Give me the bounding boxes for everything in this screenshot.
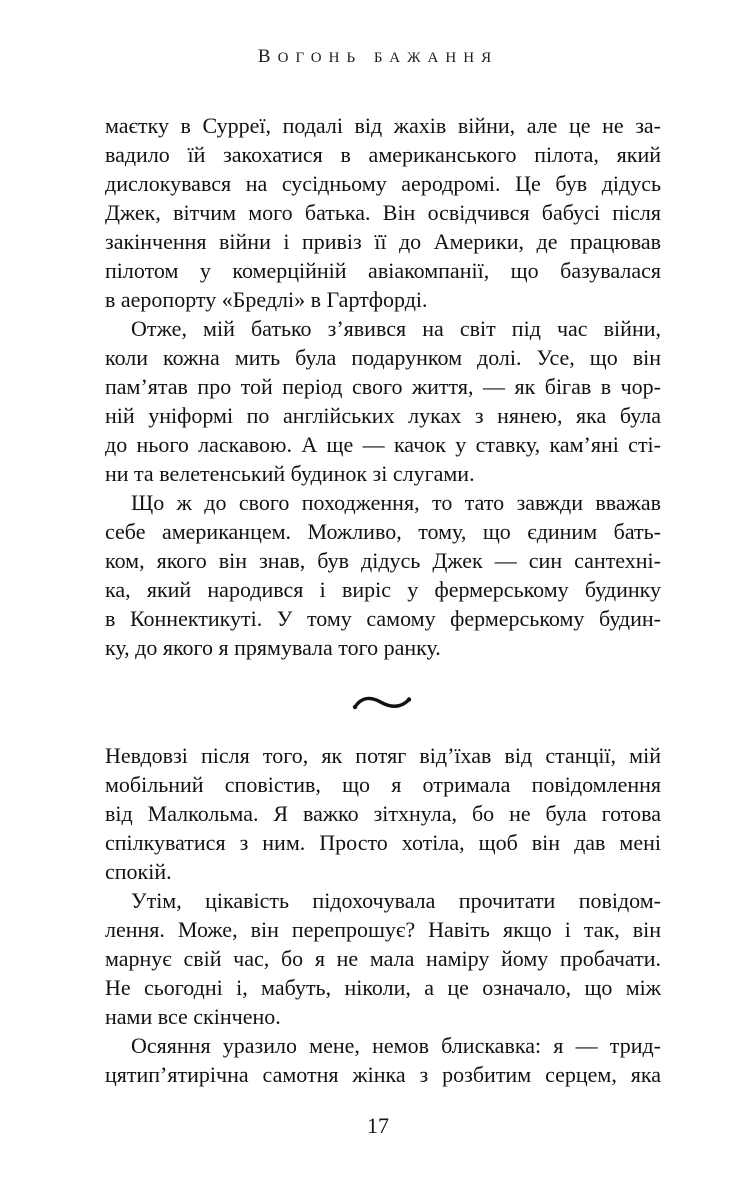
- text-line: коли кожна мить була подарунком долі. Усе, що він: [105, 345, 661, 370]
- text-line: спокій.: [105, 859, 172, 884]
- text-line: ком, якого він знав, був дідусь Джек — син сантехні-: [105, 548, 661, 573]
- paragraph: [105, 314, 661, 488]
- text-line: Осяяння уразило мене, немов блискавка: я — трид-: [131, 1033, 661, 1058]
- text-line: до нього ласкавою. А ще — качок у ставку, кам’яні сті-: [105, 432, 661, 457]
- paragraph: [105, 488, 661, 662]
- text-line: ка, який народився і виріс у фермерському будинку: [105, 577, 661, 602]
- paragraph: [105, 741, 661, 886]
- paragraph: [105, 1031, 661, 1089]
- text-block-1: [105, 111, 661, 662]
- text-line: в аеропорту «Бредлі» в Гартфорді.: [105, 287, 428, 312]
- text-line: Що ж до свого походження, то тато завжди вважав: [131, 490, 661, 515]
- text-line: Отже, мій батько з’явився на світ під час війни,: [131, 316, 661, 341]
- text-line: марнує свій час, бо я не мала наміру йому пробачати.: [105, 946, 661, 971]
- text-line: пілотом у комерційній авіакомпанії, що базувалася: [105, 258, 661, 283]
- text-line: себе американцем. Можливо, тому, що єдиним бать-: [105, 519, 661, 544]
- text-line: від Малкольма. Я важко зітхнула, бо не була готова: [105, 801, 661, 826]
- paragraph: [105, 886, 661, 1031]
- text-line: Не сьогодні і, мабуть, ніколи, а це означало, що між: [105, 975, 661, 1000]
- text-line: маєтку в Сурреї, подалі від жахів війни, але це не за-: [105, 113, 661, 138]
- text-line: закінчення війни і привіз її до Америки, де працював: [105, 229, 661, 254]
- text-line: вадило їй закохатися в американського пілота, який: [105, 142, 661, 167]
- body-text: [105, 111, 661, 1089]
- page-number: 17: [367, 1113, 389, 1138]
- text-line: пам’ятав про той період свого життя, — як бігав в чор-: [105, 374, 661, 399]
- running-header: ВОГОНЬ БАЖАННЯ: [257, 46, 499, 67]
- text-line: нами все скінчено.: [105, 1004, 281, 1029]
- text-line: Утім, цікавість підохочувала прочитати повідом-: [131, 888, 661, 913]
- text-line: мобільний сповістив, що я отримала повідомлення: [105, 772, 661, 797]
- text-line: цятип’ятирічна самотня жінка з розбитим серцем, яка: [105, 1062, 661, 1087]
- text-line: в Коннектикуті. У тому самому фермерському будин-: [105, 606, 661, 631]
- paragraph: [105, 111, 661, 314]
- text-line: дислокувався на сусідньому аеродромі. Це був дідусь: [105, 171, 661, 196]
- section-divider: [105, 662, 661, 741]
- text-block-2: [105, 741, 661, 1089]
- text-line: ній уніформі по англійських луках з нянею, яка була: [105, 403, 661, 428]
- text-line: Невдовзі після того, як потяг від’їхав від станції, мій: [105, 743, 661, 768]
- text-line: ни та велетенський будинок зі слугами.: [105, 461, 475, 486]
- text-line: спілкуватися з ним. Просто хотіла, щоб він дав мені: [105, 830, 661, 855]
- text-line: Джек, вітчим мого батька. Він освідчився бабусі після: [105, 200, 661, 225]
- text-line: лення. Може, він перепрошує? Навіть якщо і так, він: [105, 917, 661, 942]
- text-line: ку, до якого я прямувала того ранку.: [105, 635, 441, 660]
- swash-tilde-icon: [350, 691, 416, 713]
